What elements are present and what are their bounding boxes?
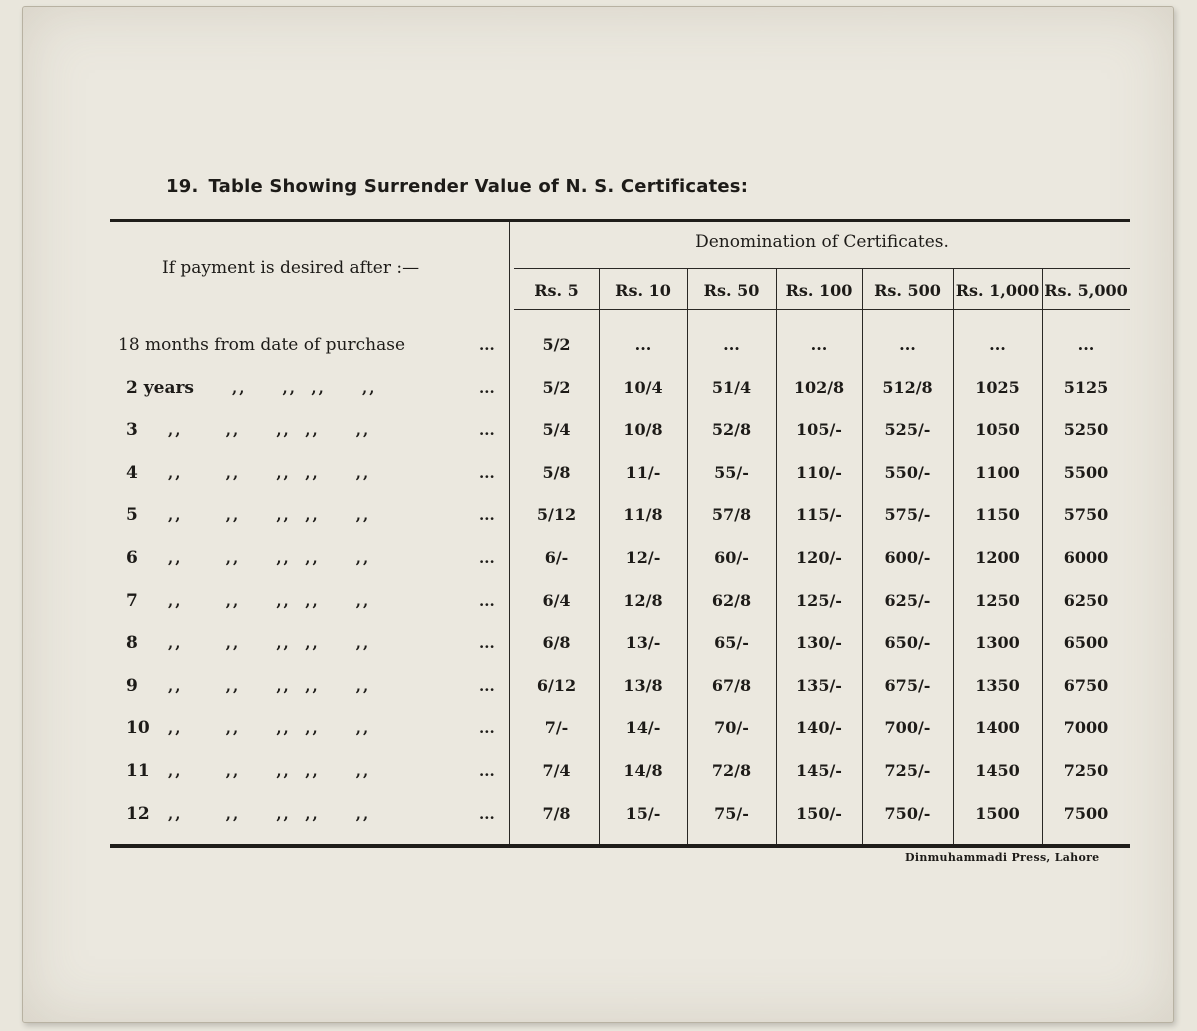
table-cell: ... [1077,335,1095,354]
table-cell: 150/- [796,804,842,823]
table-cell: 1450 [975,761,1020,780]
table-cell: 145/- [796,761,842,780]
table-cell: 5/4 [542,420,571,439]
column-header: Rs. 10 [615,281,671,300]
column-header: Rs. 5 [534,281,579,300]
table-cell: 5/2 [542,335,571,354]
ditto-marks: ,, ,, ,, ,, ,, [168,634,371,652]
table-cell: 625/- [884,591,931,610]
column-header: Rs. 50 [703,281,760,300]
table-cell: 13/- [625,633,661,652]
table-cell: 12/- [625,548,661,567]
period-label: 8 [126,633,138,653]
press-imprint: Dinmuhammadi Press, Lahore [905,851,1100,864]
table-title [166,176,748,197]
table-cell: 12/8 [623,591,663,610]
table-cell: 1025 [975,378,1020,397]
row-label [126,801,370,827]
bottom-rule [110,844,1130,848]
period-label: 10 [126,718,150,738]
table-cell: 67/8 [711,676,752,695]
table-cell: 140/- [796,718,842,737]
payment-header: If payment is desired after :— [162,258,420,278]
table-cell: 675/- [884,676,931,695]
period-label: 7 [126,591,138,611]
table-cell: 1050 [975,420,1020,439]
column-header: Rs. 5,000 [1044,281,1128,300]
period-label: 11 [126,761,150,781]
table-cell: 6/8 [542,633,571,652]
column-header: Rs. 100 [785,281,853,300]
row-label [118,332,405,358]
period-label: 9 [126,676,138,696]
table-cell: 115/- [796,505,842,524]
table-cell: 14/8 [623,761,663,780]
leader-dots: ... [479,592,495,610]
row-label [126,758,370,784]
table-cell: 1200 [975,548,1020,567]
table-cell: 6/4 [542,591,571,610]
table-cell: 15/- [625,804,661,823]
table-cell: 5125 [1063,378,1109,397]
ditto-marks: ,, ,, ,, ,, ,, [168,421,371,439]
table-cell: 57/8 [711,505,752,524]
row-label [126,588,370,614]
leader-dots: ... [479,464,495,482]
table-cell: 5/2 [542,378,571,397]
column-header: Rs. 500 [874,281,941,300]
row-label [126,502,370,528]
period-label: 18 months from date of purchase [118,335,406,355]
leader-dots: ... [479,634,495,652]
row-label [126,715,370,741]
table-cell: 512/8 [882,378,933,397]
table-cell: 525/- [884,420,931,439]
table-cell: 55/- [714,463,749,482]
period-label: 4 [126,463,138,483]
row-label [126,460,370,486]
table-cell: 130/- [796,633,842,652]
table-cell: 10/4 [623,378,663,397]
table-cell: 1500 [975,804,1020,823]
row-label [126,673,370,699]
denomination-header: Denomination of Certificates. [695,232,949,252]
table-cell: 70/- [714,718,749,737]
ditto-marks: ,, ,, ,, ,, ,, [168,464,371,482]
ditto-marks: ,, ,, ,, ,, [231,379,377,397]
table-cell: 550/- [884,463,931,482]
table-cell: ... [723,335,740,354]
column-header-rule [514,309,1130,310]
table-cell: 52/8 [711,420,752,439]
leader-dots: ... [479,805,495,823]
ditto-marks: ,, ,, ,, ,, ,, [168,677,371,695]
table-cell: 14/- [625,718,661,737]
table-cell: 120/- [796,548,842,567]
table-cell: 65/- [714,633,749,652]
table-cell: 6/- [544,548,569,567]
period-label: 12 [126,804,150,824]
column-header: Rs. 1,000 [955,281,1040,300]
table-cell: 650/- [884,633,931,652]
leader-dots: ... [479,762,495,780]
table-cell: 7000 [1063,718,1109,737]
table-cell: 102/8 [793,378,845,397]
leader-dots: ... [479,549,495,567]
label-column-divider [509,222,510,844]
table-cell: 11/8 [623,505,663,524]
table-cell: 135/- [796,676,842,695]
table-cell: 125/- [796,591,842,610]
table-cell: 110/- [796,463,842,482]
table-cell: 1250 [975,591,1020,610]
table-cell: 51/4 [711,378,752,397]
group-header-rule [514,268,1130,269]
table-cell: 6/12 [536,676,577,695]
table-cell: 750/- [884,804,931,823]
table-cell: 6500 [1063,633,1109,652]
table-cell: 725/- [884,761,931,780]
table-cell: 5/8 [542,463,571,482]
row-label [126,375,376,401]
table-cell: 1100 [975,463,1020,482]
leader-dots: ... [479,719,495,737]
table-cell: 7/4 [542,761,571,780]
table-cell: 10/8 [623,420,663,439]
table-cell: 575/- [884,505,931,524]
leader-dots: ... [479,677,495,695]
row-label [126,630,370,656]
table-cell: 700/- [884,718,931,737]
ditto-marks: ,, ,, ,, ,, ,, [168,762,371,780]
leader-dots: ... [479,379,495,397]
table-cell: 60/- [714,548,749,567]
period-label: 2 years [126,378,194,398]
table-cell: 600/- [884,548,931,567]
table-cell: 6250 [1063,591,1109,610]
leader-dots: ... [479,506,495,524]
leader-dots: ... [479,336,495,354]
row-label [126,417,370,443]
ditto-marks: ,, ,, ,, ,, ,, [168,805,371,823]
table-cell: 7250 [1063,761,1109,780]
table-cell: 13/8 [623,676,663,695]
table-cell: 1150 [975,505,1020,524]
period-label: 5 [126,505,138,525]
title-text: Table Showing Surrender Value of N. S. Certificates: [208,176,749,197]
table-cell: 6000 [1063,548,1109,567]
table-cell: 6750 [1063,676,1109,695]
table-cell: ... [634,335,652,354]
table-cell: 5250 [1063,420,1109,439]
table-cell: 5/12 [536,505,577,524]
table-cell: 1400 [975,718,1020,737]
table-cell: 62/8 [711,591,752,610]
table-cell: 11/- [625,463,661,482]
table-cell: ... [899,335,916,354]
table-cell: 105/- [796,420,842,439]
table-cell: ... [810,335,828,354]
table-cell: 1300 [975,633,1020,652]
ditto-marks: ,, ,, ,, ,, ,, [168,592,371,610]
ditto-marks: ,, ,, ,, ,, ,, [168,506,371,524]
section-number: 19. [166,176,199,197]
table-cell: 1350 [975,676,1020,695]
table-cell: 7/- [544,718,569,737]
row-label [126,545,370,571]
table-cell: 72/8 [711,761,752,780]
ditto-marks: ,, ,, ,, ,, ,, [168,549,371,567]
top-rule [110,219,1130,222]
table-cell: 7500 [1063,804,1109,823]
leader-dots: ... [479,421,495,439]
period-label: 3 [126,420,138,440]
table-cell: 5750 [1063,505,1109,524]
ditto-marks: ,, ,, ,, ,, ,, [168,719,371,737]
table-cell: 5500 [1063,463,1109,482]
period-label: 6 [126,548,138,568]
table-cell: 75/- [714,804,749,823]
table-cell: ... [989,335,1006,354]
table-cell: 7/8 [542,804,571,823]
